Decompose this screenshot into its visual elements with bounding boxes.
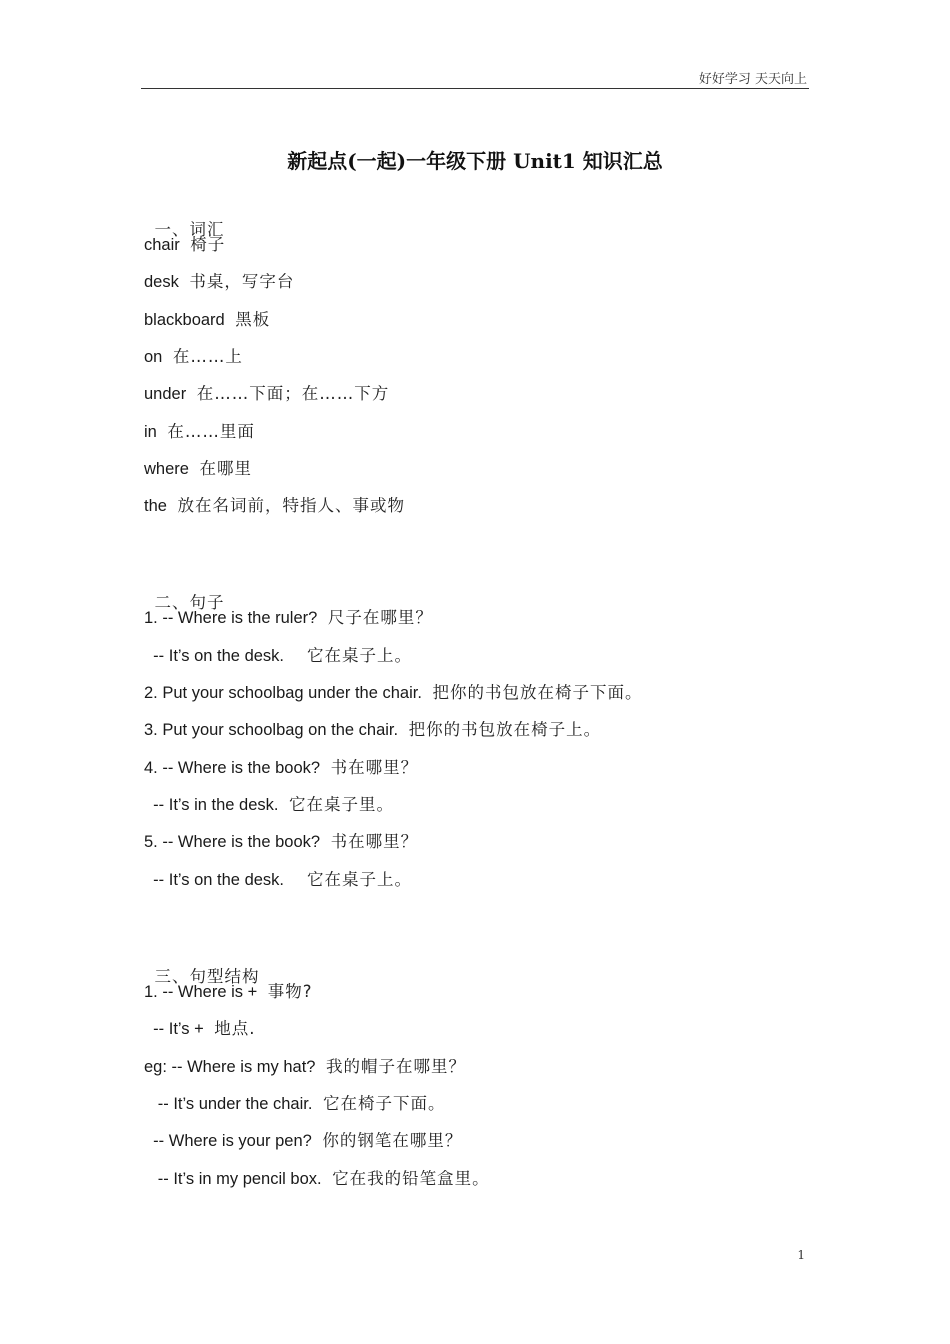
sentence-item: 4. -- Where is the book? 书在哪里？ (144, 758, 419, 777)
sentence-item: 3. Put your schoolbag on the chair. 把你的书包放在椅子上。 (144, 720, 602, 739)
vocab-item: where 在哪里 (144, 459, 252, 478)
section-heading-patterns: 三、句型结构 (154, 967, 260, 986)
pattern-item: eg: -- Where is my hat? 我的帽子在哪里？ (144, 1057, 466, 1076)
pattern-item: -- It’s + 地点. (144, 1019, 256, 1038)
sentence-item: 1. -- Where is the ruler? 尺子在哪里？ (144, 608, 433, 627)
vocab-item: desk 书桌，写字台 (144, 272, 295, 291)
sentence-item: -- It’s on the desk. 它在桌子上。 (144, 870, 413, 889)
pattern-item: -- Where is your pen? 你的钢笔在哪里？ (144, 1131, 463, 1150)
sentence-item: -- It’s on the desk. 它在桌子上。 (144, 646, 413, 665)
vocab-item: chair 椅子 (144, 235, 226, 254)
pattern-item: -- It’s under the chair. 它在椅子下面。 (144, 1094, 446, 1113)
sentence-item: 5. -- Where is the book? 书在哪里？ (144, 832, 419, 851)
vocab-item: under 在……下面；在……下方 (144, 384, 390, 403)
page-number: 1 (797, 1248, 805, 1262)
section-heading-vocab: 一、词汇 (154, 220, 225, 239)
pattern-item: 1. -- Where is + 事物? (144, 982, 313, 1001)
vocab-item: in 在……里面 (144, 422, 255, 441)
vocab-item: blackboard 黑板 (144, 310, 271, 329)
pattern-item: -- It’s in my pencil box. 它在我的铅笔盒里。 (144, 1169, 490, 1188)
header-motto: 好好学习 天天向上 (698, 72, 807, 87)
sentence-item: 2. Put your schoolbag under the chair. 把你的书包放在椅子下面。 (144, 683, 643, 702)
header-rule (141, 88, 809, 89)
vocab-item: the 放在名词前，特指人、事或物 (144, 496, 405, 515)
section-heading-sentences: 二、句子 (154, 593, 225, 612)
vocab-item: on 在……上 (144, 347, 243, 366)
document-title: 新起点(一起)一年级下册 Unit1 知识汇总 (287, 149, 663, 173)
sentence-item: -- It’s in the desk. 它在桌子里。 (144, 795, 394, 814)
